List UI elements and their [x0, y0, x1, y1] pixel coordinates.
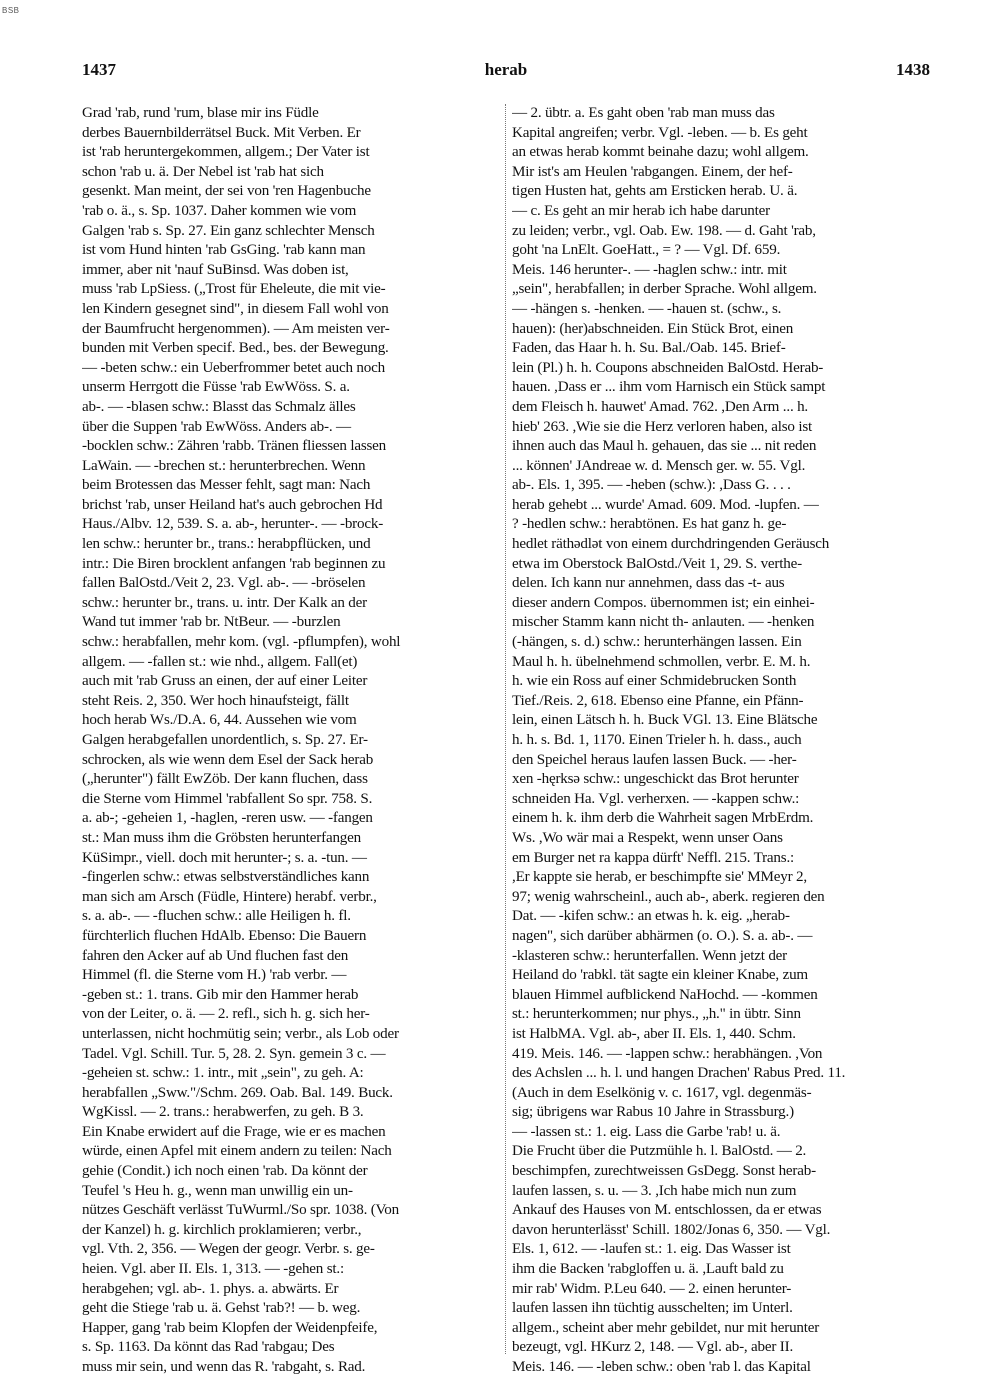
text-line: würde, einen Apfel mit einem andern zu teilen: Nach [82, 1143, 392, 1160]
text-line: Wand tut immer 'rab br. NtBeur. — -burzlen [82, 614, 341, 631]
text-line: ihm die Backen 'rabgloffen u. ä. ,Lauft bald zu [512, 1261, 784, 1278]
text-line: lein (Pl.) h. h. Coupons abschneiden BalOstd. Herab- [512, 359, 824, 376]
text-line: Himmel (fl. die Sterne vom H.) 'rab verbr. — [82, 967, 347, 984]
text-line: hauen. ,Dass er ... ihm vom Harnisch ein Stück sampt [512, 379, 826, 396]
text-line: ihnen auch das Maul h. gehauen, das sie ... nit reden [512, 438, 817, 455]
text-line: — -hängen s. -henken. — -hauen st. (schw., s. [512, 300, 782, 317]
text-line: Faden, das Haar h. h. Su. Bal./Oab. 145. Brief- [512, 340, 786, 357]
text-line: st.: Man muss ihm die Gröbsten herunterfangen [82, 829, 361, 846]
text-line: geht die Stiege 'rab u. ä. Gehst 'rab?! — b. weg. [82, 1300, 361, 1317]
text-line: — -beten schw.: ein Ueberfrommer betet auch noch [82, 359, 385, 376]
text-line: derbes Bauernbilderrätsel Buck. Mit Verben. Er [82, 124, 361, 141]
text-line: heien. Vgl. aber II. Els. 1, 313. — -gehen st.: [82, 1261, 344, 1278]
text-line: beim Brotessen das Messer fehlt, sagt man: Nach [82, 477, 371, 494]
text-line: a. ab-; -geheien 1, -haglen, -reren usw. — -fangen [82, 810, 373, 827]
page-number-right: 1438 [896, 60, 930, 79]
text-line: ist vom Hund hinten 'rab GsGing. 'rab kann man [82, 242, 366, 259]
text-line: Happer, gang 'rab beim Klopfen der Weidenpfeife, [82, 1319, 378, 1336]
text-line: fürchterlich fluchen HdAlb. Ebenso: Die Bauern [82, 927, 367, 944]
text-line: („herunter") fällt EwZöb. Der kann fluchen, dass [82, 771, 368, 788]
column-divider [505, 104, 506, 1354]
text-line: -fingerlen schw.: etwas selbstverständliches kann [82, 869, 370, 886]
text-line: Galgen 'rab s. Sp. 27. Ein ganz schlechter Mensch [82, 222, 375, 239]
text-line: Ein Knabe erwidert auf die Frage, wie er es machen [82, 1123, 386, 1140]
text-line: muss 'rab LpSiess. („Trost für Eheleute, die mit vie- [82, 281, 386, 298]
text-line: immer, aber nit 'nauf SuBinsd. Was doben ist, [82, 261, 349, 278]
text-line: dem Fleisch h. hauwet' Amad. 762. ,Den Arm ... h. [512, 398, 809, 415]
text-line: hieb' 263. ,Wie sie die Herz verloren haben, also ist [512, 418, 812, 435]
text-line: -bocklen schw.: Zähren 'rabb. Tränen fliessen lassen [82, 438, 387, 455]
text-line: Ws. ,Wo wär mai a Respekt, wenn unser Oans [512, 829, 783, 846]
text-line: hoch herab Ws./D.A. 6, 44. Aussehen wie vom [82, 712, 357, 729]
text-line: goht 'na LnElt. GoeHatt., = ? — Vgl. Df. 659. [512, 242, 781, 259]
text-line: laufen lassen ihn tüchtig ausschelten; im Unterl. [512, 1300, 793, 1317]
text-line: Kapital angreifen; verbr. Vgl. -leben. — b. Es geht [512, 124, 808, 141]
text-line: vgl. Vth. 2, 356. — Wegen der geogr. Verbr. s. ge- [82, 1241, 375, 1258]
text-line: ist 'rab heruntergekommen, allgem.; Der Vater ist [82, 144, 370, 161]
text-line: schrocken, als wie wenn dem Esel der Sack herab [82, 751, 374, 768]
text-line: einem h. k. ihm derb die Wahrheit sagen MrbErdm. [512, 810, 814, 827]
text-line: über die Suppen 'rab EwWöss. Anders ab-. — [82, 418, 351, 435]
text-line: mischer Stamm kann nicht th- anlauten. — -henken [512, 614, 815, 631]
text-line: herab gehebt ... wurde' Amad. 609. Mod. -lupfen. — [512, 496, 819, 513]
text-line: dieser andern Compos. übernommen ist; ein einhei- [512, 594, 815, 611]
text-line: Mir ist's am Heulen 'rabgangen. Einem, der hef- [512, 163, 793, 180]
text-line: fallen BalOstd./Veit 2, 23. Vgl. ab-. — -bröselen [82, 575, 366, 592]
text-line: ,Er kappte sie herab, er beschimpfte sie' MMeyr 2, [512, 869, 807, 886]
text-line: 419. Meis. 146. — -lappen schw.: herabhängen. ,Von [512, 1045, 823, 1062]
text-line: laufen lassen, s. u. — 3. ,Ich habe mich nun zum [512, 1182, 797, 1199]
text-line: schw.: herunter br., trans. u. intr. Der Kalk an der [82, 594, 367, 611]
text-line: -klasteren schw.: herunterfallen. Wenn jetzt der [512, 947, 788, 964]
text-line: Els. 1, 612. — -laufen st.: 1. eig. Das Wasser ist [512, 1241, 791, 1258]
text-line: schon 'rab u. ä. Der Nebel ist 'rab hat sich [82, 163, 324, 180]
text-line: em Burger net ra kappa dürft' Neffl. 215. Trans.: [512, 849, 795, 866]
text-line: Meis. 146 herunter-. — -haglen schw.: intr. mit [512, 261, 787, 278]
text-line: KüSimpr., viell. doch mit herunter-; s. a. -tun. — [82, 849, 367, 866]
text-line: LaWain. — -brechen st.: herunterbrechen. Wenn [82, 457, 366, 474]
text-line: schw.: herabfallen, mehr kom. (vgl. -pflumpfen), wohl [82, 634, 401, 651]
text-line: tigen Husten hat, gehts am Ersticken herab. U. ä. [512, 183, 798, 200]
text-line: WgKissl. — 2. trans.: herabwerfen, zu geh. B 3. [82, 1104, 364, 1121]
text-line: schneiden Ha. Vgl. verherxen. — -kappen schw.: [512, 790, 800, 807]
text-line: (-hängen, s. d.) schw.: herunterhängen lassen. Ein [512, 634, 802, 651]
text-line: Haus./Albv. 12, 539. S. a. ab-, herunter-. — -brock- [82, 516, 384, 533]
text-line: gesenkt. Man meint, der sei von 'ren Hagenbuche [82, 183, 371, 200]
text-line: Ankauf des Hauses von M. entschlossen, da er etwas [512, 1202, 822, 1219]
text-line: den Speichel heraus laufen lassen Buck. — -her- [512, 751, 797, 768]
text-line: herabgehen; vgl. ab-. 1. phys. a. abwärts. Er [82, 1280, 339, 1297]
text-line: muss mir sein, und wenn das R. 'rabgaht, s. Rad. [82, 1359, 366, 1375]
text-line: Die Frucht über die Putzmühle h. l. BalOstd. — 2. [512, 1143, 807, 1160]
text-line: ab-. Els. 1, 395. — -heben (schw.): ,Dass G. . . . [512, 477, 791, 494]
text-line: Heiland do 'rabkl. tät sagte ein kleiner Knabe, zum [512, 967, 808, 984]
text-line: s. Sp. 1163. Da könnt das Rad 'rabgau; Des [82, 1339, 335, 1356]
text-line: gehie (Condit.) ich noch einen 'rab. Da könnt der [82, 1163, 368, 1180]
text-line: len schw.: herunter br., trans.: herabpflücken, und [82, 536, 371, 553]
text-line: ? -hedlen schw.: herabtönen. Es hat ganz h. ge- [512, 516, 787, 533]
text-column-right [512, 104, 930, 1378]
text-line: 97; wenig wahrscheinl., auch ab-, aberk. regieren den [512, 888, 825, 905]
text-line: auch mit 'rab Gruss an einen, der auf einer Leiter [82, 673, 368, 690]
text-line: sig; übrigens war Rabus 10 Jahre in Strassburg.) [512, 1104, 794, 1121]
text-line: unterlassen, nicht hochmütig sein; verbr., als Lob oder [82, 1025, 399, 1042]
text-line: — -lassen st.: 1. eig. Lass die Garbe 'rab! u. ä. [512, 1123, 781, 1140]
text-line: allgem. — -fallen st.: wie nhd., allgem. Fall(et) [82, 653, 358, 670]
text-line: Galgen herabgefallen unordentlich, s. Sp. 27. Er- [82, 732, 368, 748]
running-headword: herab [484, 60, 528, 79]
text-line: hauen): (her)abschneiden. Ein Stück Brot, einen [512, 320, 794, 337]
text-line: -geben st.: 1. trans. Gib mir den Hammer herab [82, 986, 359, 1003]
text-line: bunden mit Verben specif. Bed., bes. der Bewegung. [82, 340, 389, 357]
page-number-left: 1437 [82, 60, 116, 79]
text-line: man sich am Arsch (Füdle, Hintere) herabf. verbr., [82, 888, 377, 905]
text-line: h. wie ein Ross auf einer Schmidebrucken Sonth [512, 673, 797, 690]
text-line: Dat. — -kifen schw.: an etwas h. k. eig. „herab- [512, 908, 790, 925]
text-line: Maul h. h. übelnehmend schmollen, verbr. E. M. h. [512, 653, 811, 670]
text-line: h. h. s. Bd. 1, 1170. Einen Trieler h. h. dass., auch [512, 732, 802, 748]
text-line: lein, einen Lätsch h. h. Buck VGl. 13. Eine Blätsche [512, 712, 818, 729]
text-line: brichst 'rab, unser Heiland hat's auch gebrochen Hd [82, 496, 383, 513]
text-line: steht Reis. 2, 350. Wer hoch hinaufsteigt, fällt [82, 692, 349, 709]
text-line: herabfallen „Sww."/Schm. 269. Oab. Bal. 149. Buck. [82, 1084, 393, 1101]
text-line: der Kanzel) h. g. kirchlich proklamieren; verbr., [82, 1221, 362, 1238]
text-line: mir rab' Widm. P.Leu 640. — 2. einen herunter- [512, 1280, 792, 1297]
text-line: der Baumfrucht hergenommen). — Am meisten ver- [82, 320, 390, 337]
text-line: von der Leiter, o. ä. — 2. refl., sich h. g. sich her- [82, 1006, 370, 1023]
library-stamp: BSB [2, 6, 20, 15]
text-line: Tief./Reis. 2, 618. Ebenso eine Pfanne, ein Pfänn- [512, 692, 804, 709]
text-line: ist HalbMA. Vgl. ab-, aber II. Els. 1, 440. Schm. [512, 1025, 796, 1042]
text-line: blauen Himmel aufblickend NaHochd. — -kommen [512, 986, 818, 1003]
text-line: st.: herunterkommen; nur phys., „h." in übtr. Sinn [512, 1006, 801, 1023]
text-line: allgem., scheint aber mehr gebildet, nur mit herunter [512, 1319, 820, 1336]
text-line: Tadel. Vgl. Schill. Tur. 5, 28. 2. Syn. gemein 3 c. — [82, 1045, 386, 1062]
text-line: fahren den Acker auf ab Und fluchen fast den [82, 947, 349, 964]
text-line: des Achslen ... h. l. und hangen Drachen' Rabus Pred. 11. [512, 1065, 846, 1082]
text-line: nagen", sich darüber abhärmen (o. O.). S. a. ab-. — [512, 927, 813, 944]
text-line: die Sterne vom Himmel 'rabfallent So spr. 758. S. [82, 790, 373, 807]
text-line: davon herunterlässt' Schill. 1802/Jonas 6, 350. — Vgl. [512, 1221, 831, 1238]
text-line: — c. Es geht an mir herab ich habe darunter [512, 202, 770, 219]
text-line: 'rab o. ä., s. Sp. 1037. Daher kommen wie vom [82, 202, 357, 219]
text-line: Teufel 's Heu h. g., wenn man unwillig ein un- [82, 1182, 353, 1199]
text-line: intr.: Die Biren brocklent anfangen 'rab beginnen zu [82, 555, 386, 572]
text-line: — 2. übtr. a. Es gaht oben 'rab man muss das [512, 105, 775, 121]
text-line: unserm Herrgott die Füsse 'rab EwWöss. S. a. [82, 379, 350, 396]
text-line: delen. Ich kann nur annehmen, dass das -t- aus [512, 575, 785, 592]
text-line: -geheien st. schw.: 1. intr., mit „sein", zu geh. A: [82, 1065, 364, 1082]
text-column-left [82, 104, 500, 1378]
text-line: Meis. 146. — -leben schw.: oben 'rab l. das Kapital [512, 1359, 811, 1375]
text-line: s. a. ab-. — -fluchen schw.: alle Heiligen h. fl. [82, 908, 351, 925]
text-line: zu leiden; verbr., vgl. Oab. Ew. 198. — d. Gaht 'rab, [512, 222, 816, 239]
text-line: nützes Geschäft verlässt TuWurml./So spr. 1038. (Von [82, 1202, 399, 1219]
text-line: „sein", herabfallen; in derber Sprache. Wohl allgem. [512, 281, 817, 298]
page-header [82, 60, 930, 84]
text-line: (Auch in dem Eselkönig v. c. 1617, vgl. degenmäs- [512, 1084, 812, 1101]
text-line: an etwas herab kommt beinahe dazu; wohl allgem. [512, 144, 809, 161]
text-line: ... können' JAndreae w. d. Mensch ger. w. 55. Vgl. [512, 457, 806, 474]
text-line: xen -hęrksə schw.: ungeschickt das Brot herunter [512, 771, 799, 788]
text-line: bezeugt, vgl. HKurz 2, 148. — Vgl. ab-, aber II. [512, 1339, 794, 1356]
text-line: etwa im Oberstock BalOstd./Veit 1, 29. S. verthe- [512, 555, 802, 572]
text-line: beschimpfen, zurechtweissen GsDegg. Sonst herab- [512, 1163, 816, 1180]
text-line: Grad 'rab, rund 'rum, blase mir ins Füdle [82, 105, 319, 121]
text-line: hedlet räthədlət von einem durchdringenden Geräusch [512, 536, 830, 553]
text-line: ab-. — -blasen schw.: Blasst das Schmalz älles [82, 398, 356, 415]
text-line: len Kindern gesegnet sind", in diesem Fall wohl von [82, 300, 389, 317]
